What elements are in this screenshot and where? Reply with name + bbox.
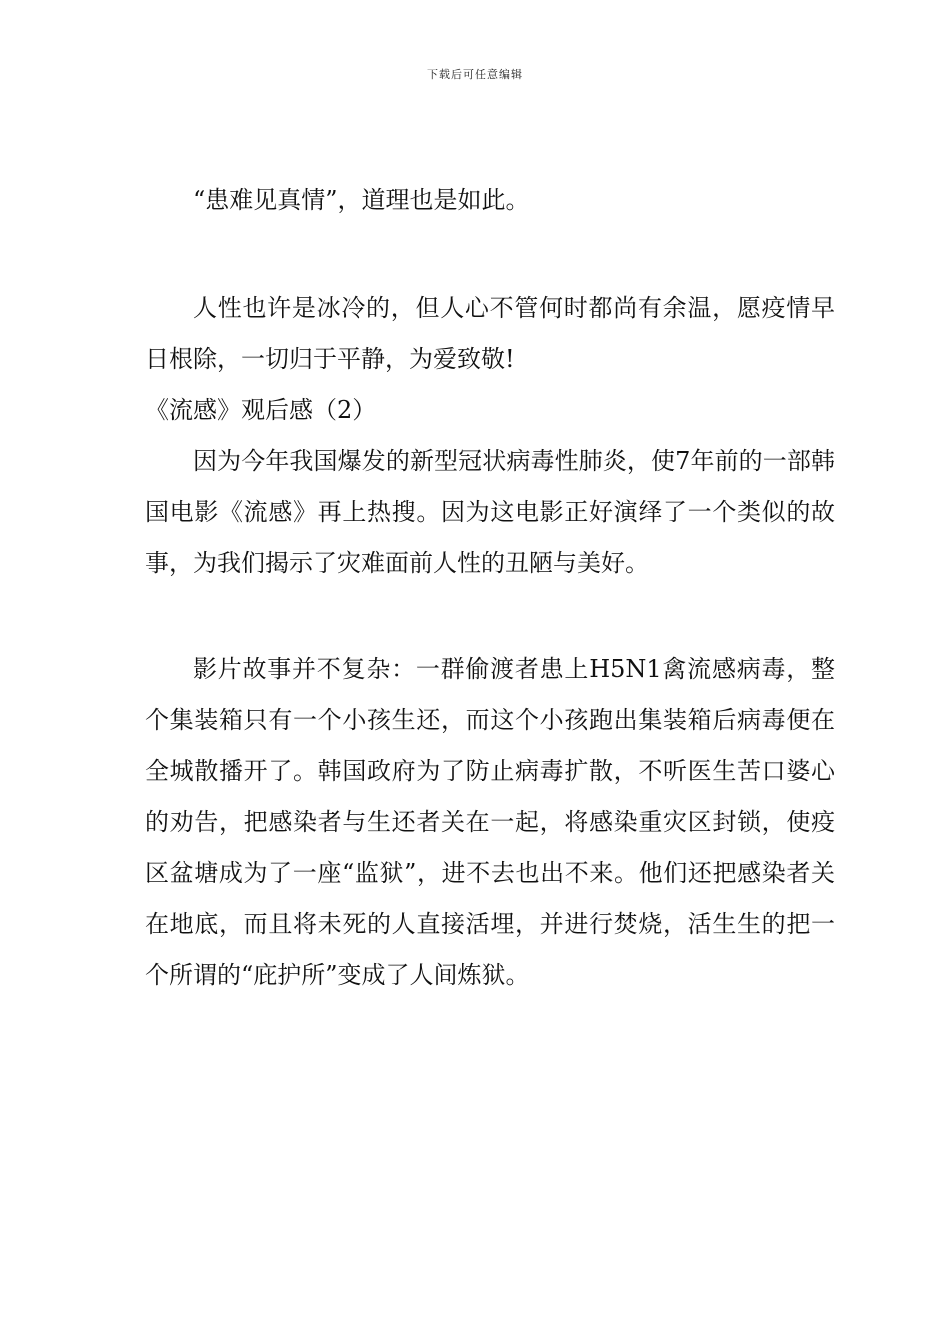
section-title: 《流感》观后感（2） bbox=[145, 396, 377, 424]
paragraph-film-intro: 因为今年我国爆发的新型冠状病毒性肺炎，使7年前的一部韩国电影《流感》再上热搜。因为这电影正好演绎了一个类似的故事，为我们揭示了灾难面前人性的丑陋与美好。 bbox=[145, 447, 835, 577]
paragraph-humanity-warmth: 人性也许是冰冷的，但人心不管何时都尚有余温，愿疫情早日根除，一切归于平静，为爱致敬! bbox=[145, 294, 835, 373]
document-body bbox=[145, 175, 835, 1001]
page-header-note: 下载后可任意编辑 bbox=[427, 68, 523, 81]
paragraph-film-plot: 影片故事并不复杂：一群偷渡者患上H5N1禽流感病毒，整个集装箱只有一个小孩生还，而这个小孩跑出集装箱后病毒便在全城散播开了。韩国政府为了防止病毒扩散，不听医生苦口婆心的劝告，把感染者与生还者关在一起，将感染重灾区封锁，使疫区盆塘成为了一座“监狱”，进不去也出不来。他们还把感染者关在地底，而且将未死的人直接活埋，并进行焚烧，活生生的把一个所谓的“庇护所”变成了人间炼狱。 bbox=[145, 655, 835, 989]
paragraph-suffering-reveals-truth: “患难见真情”，道理也是如此。 bbox=[193, 186, 530, 214]
